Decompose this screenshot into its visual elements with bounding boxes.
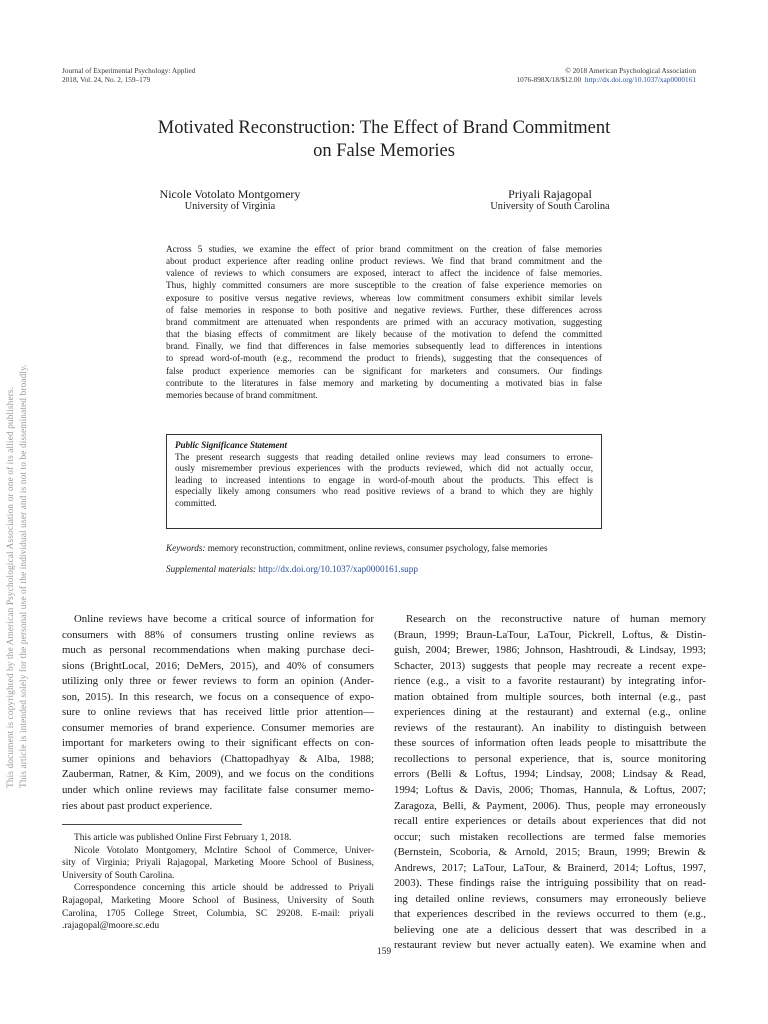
body-line: Research on the reconstructive nature of human memory bbox=[406, 613, 706, 625]
body-line: Zauberman, Ratner, & Kim, 2009), and we focus on the conditions bbox=[62, 768, 374, 781]
footnote-line: sity of Virginia; Priyali Rajagopal, Marketing Moore School of Business, bbox=[62, 858, 374, 869]
copyright-notice: © 2018 American Psychological Association bbox=[565, 66, 696, 75]
public-significance-line: ously misremember previous experiences with the products reviewed, which did not actually occur, bbox=[175, 463, 593, 474]
doi-link[interactable]: http://dx.doi.org/10.1037/xap0000161 bbox=[584, 74, 696, 84]
body-line: occur; such mistaken recollections are termed false memories bbox=[394, 830, 706, 843]
body-line: son, 2015). In this research, we focus on a consequence of expo- bbox=[62, 690, 374, 703]
abstract-line: false product experience memories can be significant for marketers and consumers. Our findings bbox=[166, 365, 602, 376]
abstract-line: contribute to the literatures in false memory and marketing by documenting a motivated bias in false bbox=[166, 377, 602, 388]
footnotes bbox=[62, 832, 374, 933]
abstract-line: Thus, highly committed consumers are more susceptible to the creation of false experience memories on bbox=[166, 280, 602, 291]
keywords-list: memory reconstruction, commitment, online reviews, consumer psychology, false memories bbox=[207, 543, 548, 553]
keywords-label: Keywords: bbox=[166, 543, 206, 553]
body-line: restaurant review but never actually eaten). We examine when and bbox=[394, 939, 706, 952]
public-significance-line: committed. bbox=[175, 497, 217, 508]
footnote-line: Nicole Votolato Montgomery, McIntire School of Commerce, Univer- bbox=[74, 845, 374, 856]
abstract-line: Across 5 studies, we examine the effect of prior brand commitment on the creation of false memories bbox=[166, 244, 602, 254]
footnote-line: Carolina, 1705 College Street, Columbia, SC 29208. E-mail: priyali bbox=[62, 908, 374, 919]
author-affiliation: University of South Carolina bbox=[490, 201, 610, 212]
article-title bbox=[80, 117, 688, 163]
body-line: believing one ate a delicious dessert that was described in a bbox=[394, 923, 706, 936]
abstract-line: of false memories in response to both positive and negative reviews. Further, these differences across bbox=[166, 304, 602, 315]
abstract-line: about product experience after reading online product reviews. We find that brand commitment and the bbox=[166, 256, 602, 267]
body-line: recall entire experiences or details about experiences that did not bbox=[394, 815, 706, 828]
right-column-body bbox=[394, 612, 706, 954]
footnote-line: Correspondence concerning this article should be addressed to Priyali bbox=[74, 883, 374, 894]
body-line: sure to online reviews that has received little prior attention— bbox=[62, 706, 374, 719]
body-line: ries about past product experience. bbox=[62, 799, 213, 812]
body-line: rience (e.g., a visit to a favorite restaurant) by integrating infor- bbox=[394, 675, 706, 688]
body-line: guish, 2004; Brewer, 1986; Johnson, Hashtroudi, & Lindsay, 1993; bbox=[394, 644, 706, 657]
abstract-line: brand. Finally, we find that differences in false memories subsequently lead to differences in intentions bbox=[166, 341, 602, 352]
abstract-line: to spread word-of-mouth (e.g., recommend the product to friends), suggesting that the consequences of bbox=[166, 353, 602, 364]
issn-price: 1076-898X/18/$12.00 bbox=[516, 74, 582, 84]
left-column-body bbox=[62, 612, 374, 814]
journal-header bbox=[62, 67, 195, 84]
supplemental-materials bbox=[166, 564, 606, 575]
copyright-header bbox=[517, 67, 696, 84]
footnote-line: This article was published Online First February 1, 2018. bbox=[74, 833, 292, 843]
title-line-1: Motivated Reconstruction: The Effect of Brand Commitment bbox=[157, 118, 611, 138]
body-line: important for marketers owing to their significant effects on con- bbox=[62, 737, 374, 750]
abstract-line: valence of reviews to which consumers are exposed, interact to affect the incidence of false memories. bbox=[166, 268, 602, 279]
body-line: Schacter, 2013) suggests that people may recreate a recent expe- bbox=[394, 659, 706, 672]
public-significance-title: Public Significance Statement bbox=[175, 440, 287, 450]
public-significance-box bbox=[166, 434, 602, 529]
body-line: experiences dining at the restaurant) and external (e.g., online bbox=[394, 706, 706, 719]
public-significance-line: The present research suggests that reading detailed online reviews may lead consumers to errone- bbox=[175, 451, 593, 462]
body-line: ing detailed online reviews, consumers may erroneously believe bbox=[394, 892, 706, 905]
author-affiliation: University of Virginia bbox=[184, 201, 276, 212]
supplemental-label: Supplemental materials: bbox=[166, 564, 257, 574]
body-line: utilizing only three or fewer reviews to form an opinion (Ander- bbox=[62, 675, 374, 688]
body-line: (Bernstein, Scoboria, & Arnold, 2015; Braun, 1999; Brewin & bbox=[394, 846, 706, 859]
body-line: Zaragoza, Belli, & Payment, 2006). Thus, people may erroneously bbox=[394, 799, 706, 812]
copyright-watermark: This article is intended solely for the personal use of the individual user and is not to be disseminated broadly. bbox=[19, 364, 29, 788]
abstract-line: that the biasing effects of commitment are likely because of the motivation to defend the committed bbox=[166, 329, 602, 340]
body-line: that experiences described in the reviews occurred to them (e.g., bbox=[394, 908, 706, 921]
footnote-line: Rajagopal, Marketing Moore School of Business, University of South bbox=[62, 895, 374, 906]
body-line: recollections to personal experience, that is, source monitoring bbox=[394, 752, 706, 765]
journal-name: Journal of Experimental Psychology: Applied bbox=[62, 66, 196, 75]
journal-volume: 2018, Vol. 24, No. 2, 159–179 bbox=[62, 74, 151, 84]
footnote-line: .rajagopal@moore.sc.edu bbox=[62, 921, 160, 932]
abstract-line: exposure to positive versus negative reviews, whereas low commitment consumers exhibit similar levels bbox=[166, 292, 602, 303]
body-line: 1994; Loftus & Davis, 2006; Thomas, Hannula, & Loftus, 2007; bbox=[394, 784, 706, 797]
abstract-line: brand commitment are attenuated when respondents are primed with an accuracy motivation, suggesting bbox=[166, 316, 602, 327]
body-line: these sources of information often leads people to misattribute the bbox=[394, 737, 706, 750]
body-line: much as personal recommendations when making purchase deci- bbox=[62, 644, 374, 657]
body-line: sions (BrightLocal, 2016; DeMers, 2015), and 40% of consumers bbox=[62, 659, 374, 672]
public-significance-line: especially likely among consumers who read positive reviews of a brand to which they are highly bbox=[175, 486, 593, 497]
footnote-line: University of South Carolina. bbox=[62, 870, 175, 881]
abstract-line: memories because of brand commitment. bbox=[166, 389, 318, 400]
title-line-2: on False Memories bbox=[313, 141, 455, 161]
author-name: Nicole Votolato Montgomery bbox=[159, 187, 301, 201]
body-line: Andrews, 2017; LaTour, LaTour, & Brainerd, 2014; Loftus, 1997, bbox=[394, 861, 706, 874]
supplemental-link[interactable]: http://dx.doi.org/10.1037/xap0000161.supp bbox=[258, 564, 418, 574]
author-block-1 bbox=[120, 187, 340, 213]
author-name: Priyali Rajagopal bbox=[508, 187, 592, 201]
body-line: (Braun, 1999; Braun-LaTour, LaTour, Pickrell, Loftus, & Distin- bbox=[394, 628, 706, 641]
body-line: 2003). These findings raise the intriguing possibility that on read- bbox=[394, 877, 706, 890]
public-significance-line: leading to increased intentions to engage in word-of-mouth about the products. This effect is bbox=[175, 474, 593, 485]
copyright-watermark: This document is copyrighted by the American Psychological Association or one of its allied publishers. bbox=[6, 386, 16, 788]
page-number: 159 bbox=[376, 947, 392, 957]
author-block-2 bbox=[440, 187, 660, 213]
body-line: Online reviews have become a critical source of information for bbox=[74, 613, 374, 625]
body-line: errors (Belli & Loftus, 1994; Lindsay, 2008; Lindsay & Read, bbox=[394, 768, 706, 781]
issn-line bbox=[517, 76, 696, 85]
footnote-rule bbox=[62, 824, 242, 825]
body-line: consumer memories of brand experience. Consumer memories are bbox=[62, 721, 374, 734]
keywords bbox=[166, 543, 606, 554]
body-line: reviews of the restaurant). An inability to distinguish between bbox=[394, 721, 706, 734]
body-line: sumer opinions and behaviors (Chattopadhyay & Alba, 1988; bbox=[62, 752, 374, 765]
body-line: mation obtained from multiple sources, both internal (e.g., past bbox=[394, 690, 706, 703]
abstract bbox=[166, 243, 602, 401]
body-line: consumers with 88% of consumers trusting online reviews as bbox=[62, 628, 374, 641]
body-line: under which online reviews may facilitate false consumer memo- bbox=[62, 784, 374, 797]
